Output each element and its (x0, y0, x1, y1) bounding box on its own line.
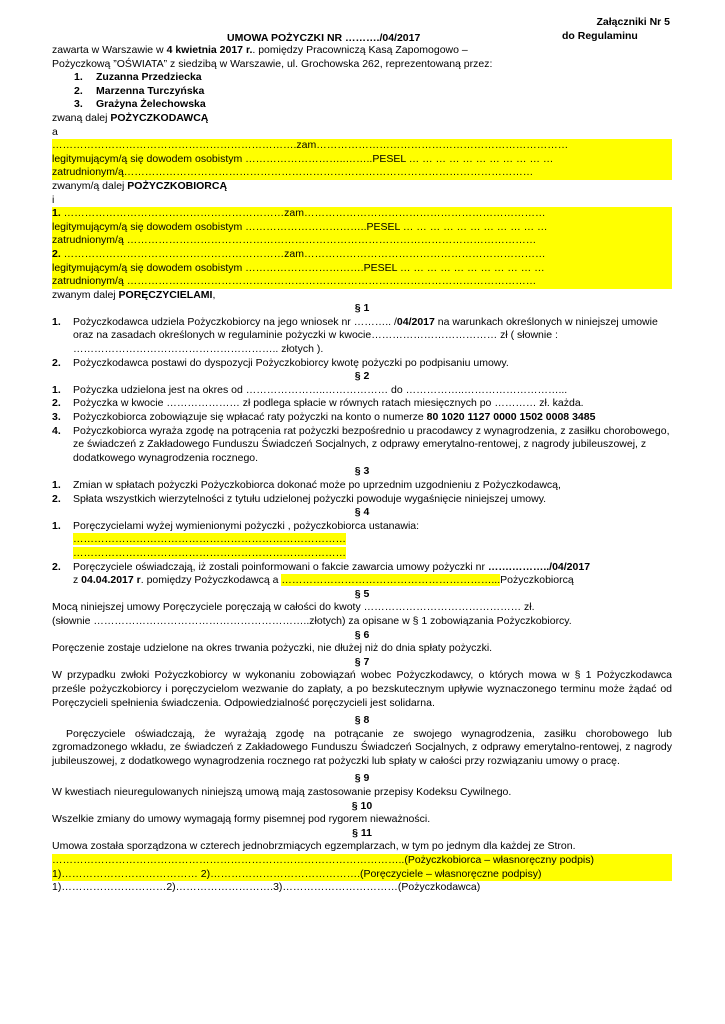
guarantor-blank-2[interactable]: …………………………………………………………………… (73, 546, 346, 559)
intro-line2: Pożyczkową ”OŚWIATA” z siedzibą w Warszawie, ul. Grochowska 262, reprezentowaną przez: (52, 57, 493, 70)
section-10-text: Wszelkie zmiany do umowy wymagają formy pisemnej pod rygorem nieważności. (52, 813, 431, 826)
lender-label: zwaną dalej POŻYCZKODAWCĄ (52, 111, 209, 124)
section-8-heading: § 8 (354, 714, 370, 727)
conjunction-i: i (52, 193, 55, 206)
representatives-list (52, 71, 672, 112)
borrower-signature-line[interactable]: ………………………………………………………………………………………..(Pożyczkobiorca – własnoręczny podpis) (52, 854, 672, 868)
annex-line2: do Regulaminu (562, 29, 638, 42)
section-2-point-2: 2. Pożyczka w kwocie ………………… zł podlega spłacie w równych ratach miesięcznych po ………… zł. każda. (52, 397, 584, 410)
guarantor-2-id-field[interactable]: legitymującym/ą się dowodem osobistym …………………………….PESEL … … … … … … … … … … … (52, 262, 672, 276)
section-3-point-2: 2. Spłata wszystkich wierzytelności z tytułu udzielonej pożyczki powoduje wygaśnięcie niniejszej umowy. (52, 492, 547, 505)
guarantor-blank-lines (52, 533, 672, 560)
contract-document (52, 14, 672, 895)
guarantor-blank-1[interactable]: …………………………………………………………………… (73, 533, 346, 546)
section-3-heading: § 3 (354, 465, 370, 478)
section-5-line-1: Mocą niniejszej umowy Poręczyciele poręczają w całości do kwoty ……………………………………… zł. (52, 601, 535, 614)
intro-line1: zawarta w Warszawie w 4 kwietnia 2017 r.. pomiędzy Pracowniczą Kasą Zapomogowo – (52, 44, 468, 56)
section-1-heading: § 1 (354, 302, 370, 315)
section-9-text: W kwestiach nieuregulowanych niniejszą umową mają zastosowanie przepisy Kodeksu Cywilnego. (52, 786, 512, 799)
section-4-heading: § 4 (354, 506, 370, 519)
section-6-text: Poręczenie zostaje udzielone na okres trwania pożyczki, nie dłużej niż do dnia spłaty pożyczki. (52, 642, 493, 655)
guarantors-label: zwanym dalej PORĘCZYCIELAMI, (52, 288, 216, 301)
annex-label (562, 16, 670, 43)
section-3-point-1: 1. Zmian w spłatach pożyczki Pożyczkobiorca dokonać może po uprzednim uzgodnieniu z Pożyczkodawcą, (52, 479, 561, 491)
section-11-heading: § 11 (352, 826, 372, 839)
section-8-text: Poręczyciele oświadczają, że wyrażają zgodę na potrącanie ze swojego wynagrodzenia, zasiłku chorobowego lub zgromadzonego wkładu, ze świadczeń z Zakładowego Funduszu Świadczeń Socjalnych, z odprawy emerytalno-rentowej, z nagrody jubileuszowej, z dodatkowego wynagrodzenia rocznego rat pożyczki lub spłaty w całości przy rozwiązaniu umowy o pracę. (52, 727, 672, 767)
section-7-text: W przypadku zwłoki Pożyczkobiorcy w wykonaniu zobowiązań wobec Pożyczkodawcy, o których mowa w § 1 Pożyczkodawca prześle pożyczkobiorcy i poręczycielom wezwanie do zapłaty, a po bezskutecznym upływie wyznaczonego terminu może żądać od Poręczycieli spełnienia świadczenia. Odpowiedzialność poręczycieli jest solidarna. (52, 669, 672, 709)
bank-account-number: 80 1020 1127 0000 1502 0008 3485 (426, 411, 596, 424)
document-header (52, 14, 672, 44)
section-2-point-4: 4. Pożyczkobiorca wyraża zgodę na potrącenia rat pożyczki bezpośrednio u pracodawcy z wynagrodzenia, z zasiłku chorobowego, ze świadczeń z Zakładowego Funduszu Świadczeń Socjalnych, z odprawy emerytalno-rentowej, z nagrody jubileuszowej, z dodatkowego wynagrodzenia rocznego. (52, 424, 670, 464)
guarantor-1-employer-field[interactable]: zatrudnionym/ą ……………………………………………………………………………………………………… (52, 234, 672, 248)
borrower-id-field[interactable]: legitymującym/ą się dowodem osobistym ………………………..……..PESEL … … … … … … … … … … … (52, 153, 672, 167)
section-1-point-1: 1. Pożyczkodawca udziela Pożyczkobiorcy na jego wniosek nr ……….. /04/2017 na warunkach określonych w niniejszej umowie oraz na zasadach określonych w regulaminie pożyczki w kwocie……………………………… zł ( słownie : ………………………………………………….. złotych ). (52, 315, 658, 356)
section-2-heading: § 2 (354, 370, 370, 383)
section-4-point-2: 2. Poręczyciele oświadczają, iż zostali poinformowani o fakcie zawarcia umowy pożyczki nr …….………../04/2017 z 04.04.2017 r. pomiędzy Pożyczkodawcą a ……………………………………………………...Pożyczkobiorcą (52, 560, 591, 587)
borrower-name-blank[interactable]: ……………………………………………………... (281, 574, 501, 587)
representative-1: 1. Zuzanna Przedziecka (74, 71, 202, 84)
guarantor-1-id-field[interactable]: legitymującym/ą się dowodem osobistym ……………………………..PESEL … … … … … … … … … … … (52, 221, 672, 235)
section-2-point-3: 3. Pożyczkobiorca zobowiązuje się wpłacać raty pożyczki na konto o numerze 80 1020 1127 0000 1502 0008 3485 (52, 411, 596, 424)
section-11-text: Umowa została sporządzona w czterech jednobrzmiących egzemplarzach, w tym po jednym dla każdej ze Stron. (52, 840, 576, 853)
contract-date: 4 kwietnia 2017 r. (166, 44, 253, 56)
section-10-heading: § 10 (351, 799, 373, 812)
annex-line1: Załączniki Nr 5 (596, 16, 670, 28)
guarantors-signature-line[interactable]: 1)………………………………… 2)…………………………………….(Poręczyciele – własnoręczne podpisy) (52, 868, 672, 882)
section-2-point-1: 1. Pożyczka udzielona jest na okres od …………………..……………… do ……………..………………………... (52, 383, 568, 396)
section-7-heading: § 7 (354, 655, 370, 668)
representative-3: 3. Grażyna Żelechowska (74, 98, 206, 111)
section-9-heading: § 9 (354, 772, 370, 785)
section-4-point-1: 1. Poręczycielami wyżej wymienionymi pożyczki , pożyczkobiorca ustanawia: (52, 519, 420, 532)
guarantor-2-name-field[interactable]: 2. ………………………………………………………zam…………………………………………………………… (52, 248, 672, 262)
contract-title: UMOWA POŻYCZKI NR ………./04/2017 (227, 32, 421, 44)
representative-2: 2. Marzenna Turczyńska (74, 84, 205, 97)
conjunction-a: a (52, 125, 58, 138)
section-1-point-2: 2. Pożyczkodawca postawi do dyspozycji Pożyczkobiorcy kwotę pożyczki po podpisaniu umowy. (52, 356, 509, 369)
guarantor-1-name-field[interactable]: 1. ………………………………………………………zam…………………………………………………………… (52, 207, 672, 221)
section-5-line-2: (słownie ……………………………………………………..złotych) za opisane w § 1 zobowiązania Pożyczkobiorcy. (52, 614, 572, 627)
guarantor-2-employer-field[interactable]: zatrudnionym/ą ……………………………………………………………………………………………………… (52, 275, 672, 289)
borrower-employer-field[interactable]: zatrudnionym/ą……………………………………………………………………………………………………… (52, 166, 672, 180)
lender-signature-line[interactable]: 1)…………………………2)……………………….3)……………………………(Pożyczkodawca) (52, 881, 481, 894)
borrower-label: zwanym/ą dalej POŻYCZKOBIORCĄ (52, 179, 228, 192)
borrower-name-field[interactable]: …………………………………………………………….zam……………………………………………………………… (52, 139, 672, 153)
section-6-heading: § 6 (354, 628, 370, 641)
section-5-heading: § 5 (354, 587, 370, 600)
